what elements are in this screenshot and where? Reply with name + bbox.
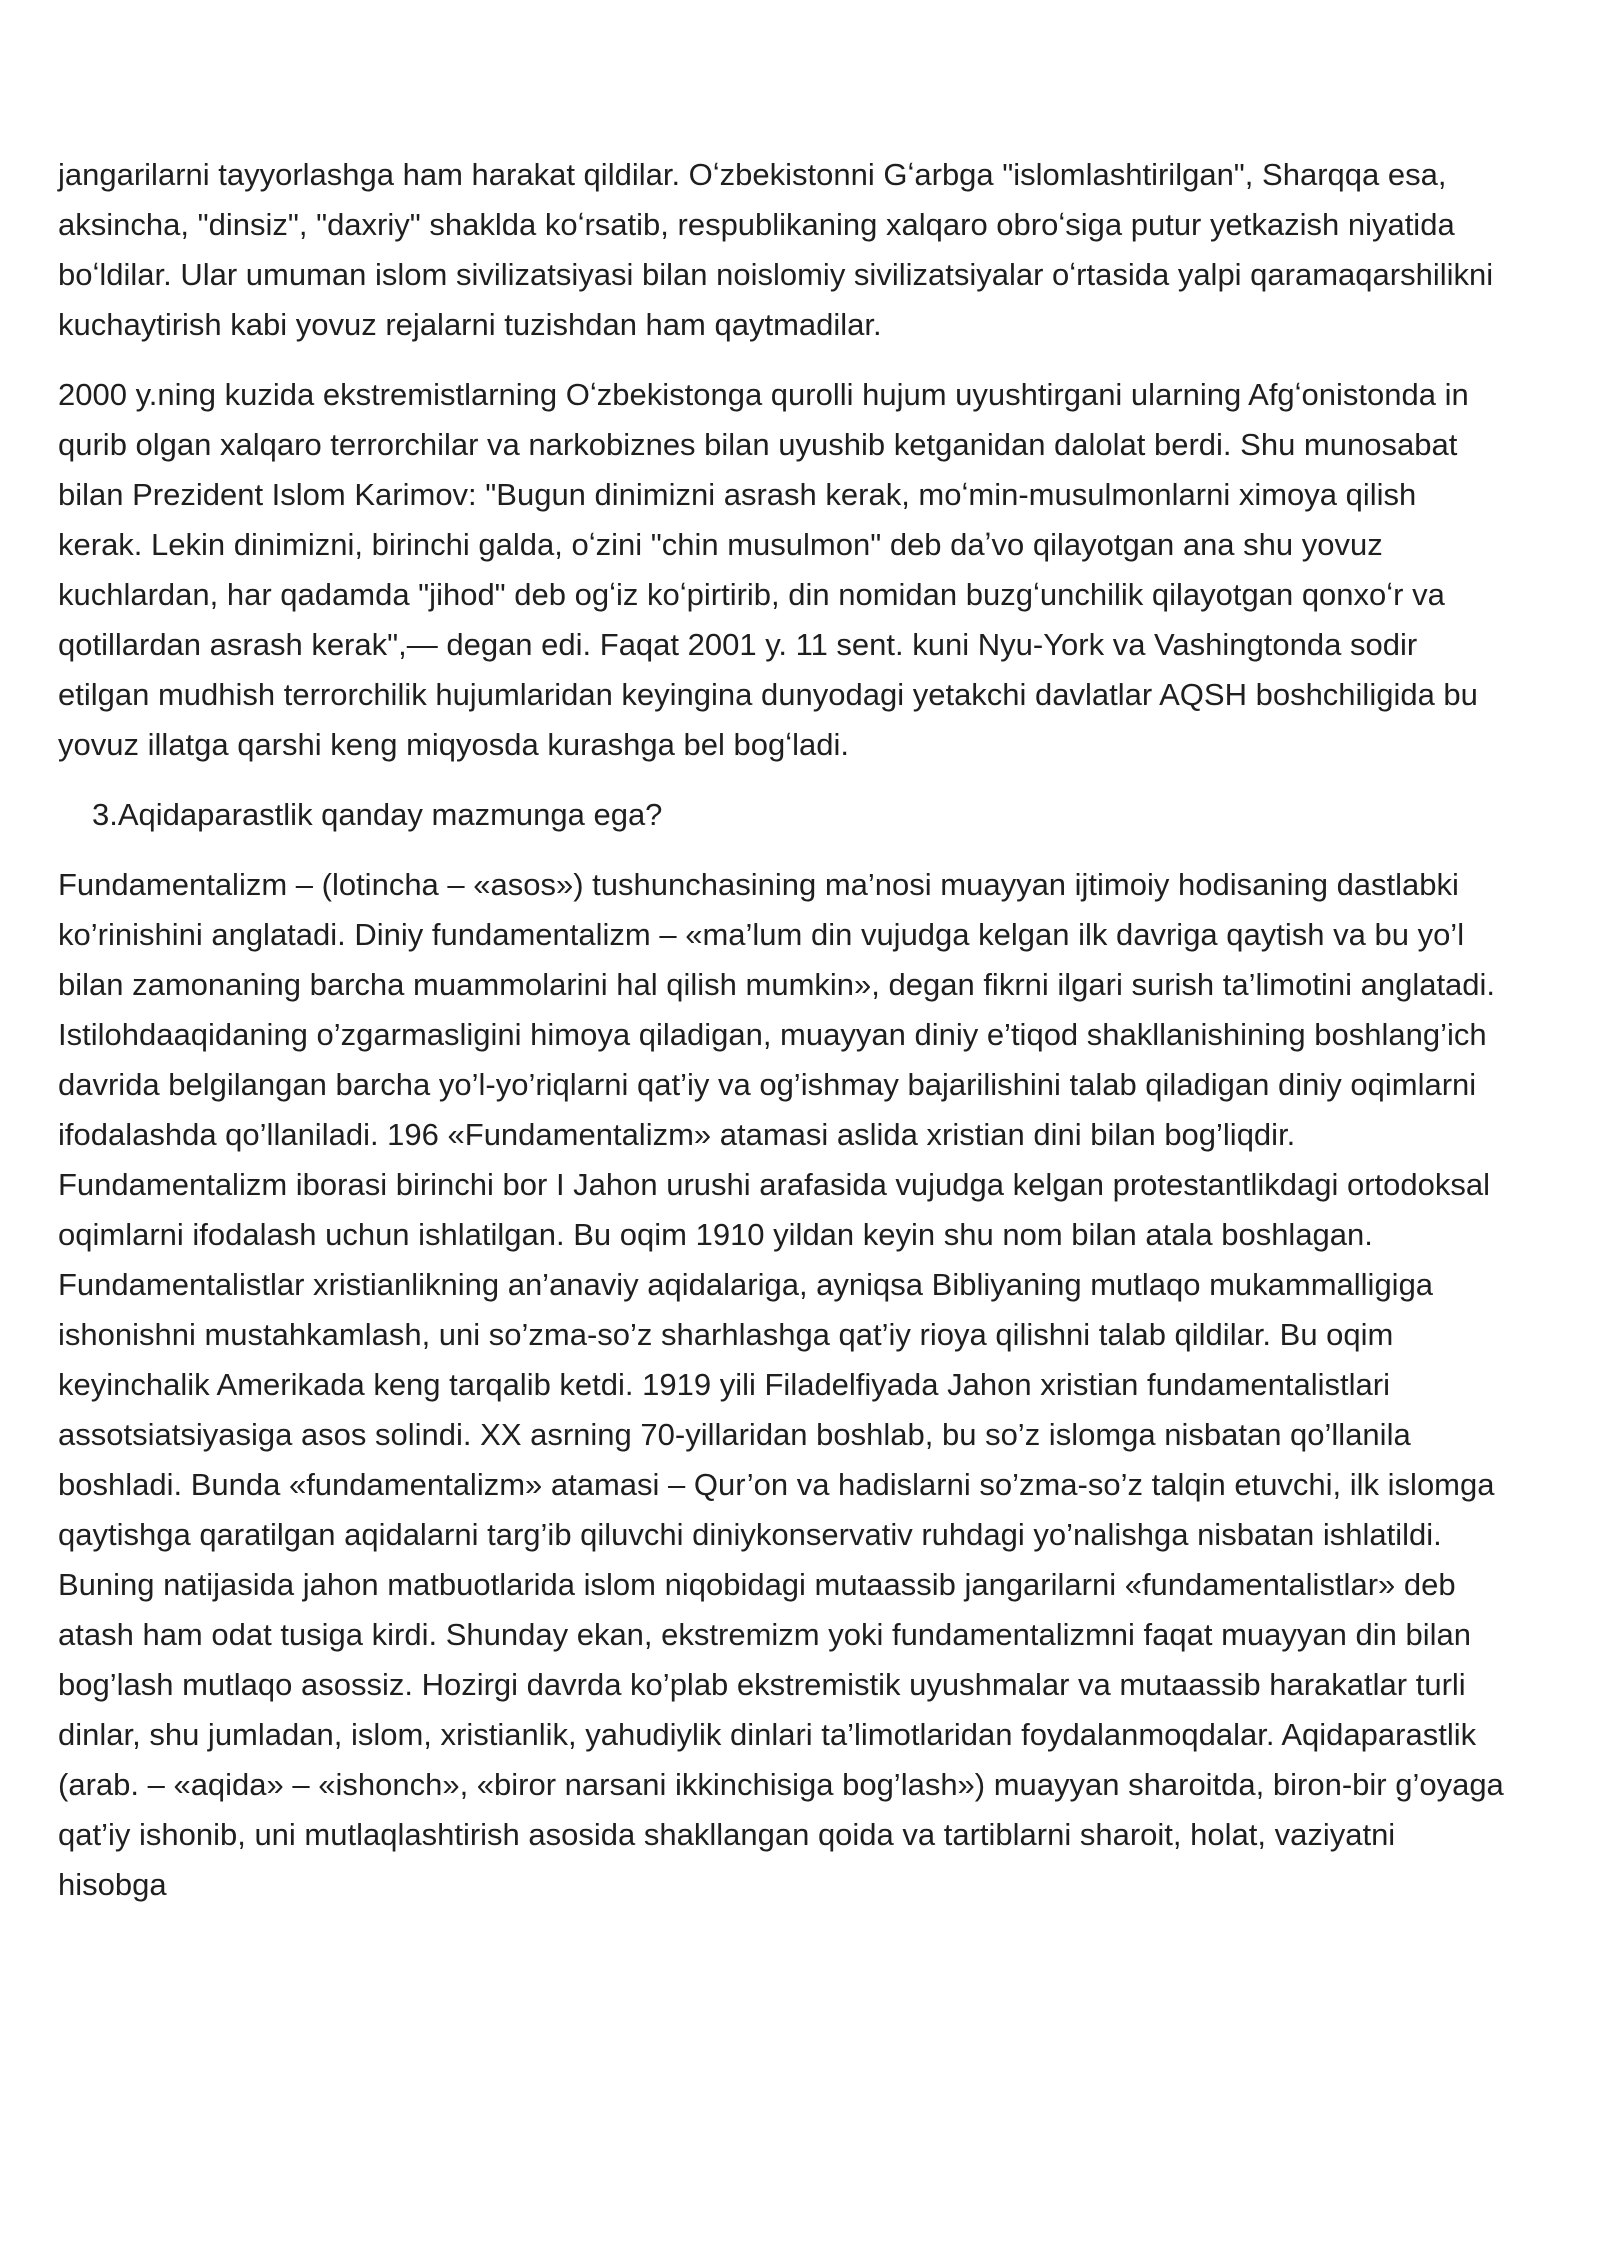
- document-page: [58, 150, 1508, 1910]
- section-heading: 3.Aqidaparastlik qanday mazmunga ega?: [92, 797, 663, 832]
- paragraph-extremists-plans: jangarilarni tayyorlashga ham harakat qildilar. Oʻzbekistonni Gʻarbga "islomlashtirilgan", Sharqqa esa, aksincha, "dinsiz", "daxriy" shaklda koʻrsatib, respublikaning xalqaro obroʻsiga putur yetkazish niyatida boʻldilar. Ular umuman islom sivilizatsiyasi bilan noislomiy sivilizatsiyalar oʻrtasida yalpi qaramaqarshilikni kuchaytirish kabi yovuz rejalarni tuzishdan ham qaytmadilar.: [58, 157, 1494, 342]
- paragraph-fundamentalism: Fundamentalizm – (lotincha – «asos») tushunchasining ma’nosi muayyan ijtimoiy hodisaning dastlabki ko’rinishini anglatadi. Diniy fundamentalizm – «ma’lum din vujudga kelgan ilk davriga qaytish va bu yo’l bilan zamonaning barcha muammolarini hal qilish mumkin», degan fikrni ilgari surish ta’limotini anglatadi. Istilohdaaqidaning o’zgarmasligini himoya qiladigan, muayyan diniy e’tiqod shakllanishining boshlang’ich davrida belgilangan barcha yo’l-yo’riqlarni qat’iy va og’ishmay bajarilishini talab qiladigan diniy oqimlarni ifodalashda qo’llaniladi. 196 «Fundamentalizm» atamasi aslida xristian dini bilan bog’liqdir. Fundamentalizm iborasi birinchi bor I Jahon urushi arafasida vujudga kelgan protestantlikdagi ortodoksal oqimlarni ifodalash uchun ishlatilgan. Bu oqim 1910 yildan keyin shu nom bilan atala boshlagan. Fundamentalistlar xristianlikning an’anaviy aqidalariga, ayniqsa Bibliyaning mutlaqo mukammalligiga ishonishni mustahkamlash, uni so’zma-so’z sharhlashga qat’iy rioya qilishni talab qildilar. Bu oqim keyinchalik Amerikada keng tarqalib ketdi. 1919 yili Filadelfiyada Jahon xristian fundamentalistlari assotsiatsiyasiga asos solindi. XX asrning 70-yillaridan boshlab, bu so’z islomga nisbatan qo’llanila boshladi. Bunda «fundamentalizm» atamasi – Qur’on va hadislarni so’zma-so’z talqin etuvchi, ilk islomga qaytishga qaratilgan aqidalarni targ’ib qiluvchi diniykonservativ ruhdagi yo’nalishga nisbatan ishlatildi. Buning natijasida jahon matbuotlarida islom niqobidagi mutaassib jangarilarni «fundamentalistlar» deb atash ham odat tusiga kirdi. Shunday ekan, ekstremizm yoki fundamentalizmni faqat muayyan din bilan bog’lash mutlaqo asossiz. Hozirgi davrda ko’plab ekstremistik uyushmalar va mutaassib harakatlar turli dinlar, shu jumladan, islom, xristianlik, yahudiylik dinlari ta’limotlaridan foydalanmoqdalar. Aqidaparastlik (arab. – «aqida» – «ishonch», «biror narsani ikkinchisiga bog’lash») muayyan sharoitda, biron-bir g’oyaga qat’iy ishonib, uni mutlaqlashtirish asosida shakllangan qoida va tartiblarni sharoit, holat, vaziyatni hisobga: [58, 867, 1504, 1902]
- paragraph-2000-attack: 2000 y.ning kuzida ekstremistlarning Oʻzbekistonga qurolli hujum uyushtirgani ularning Afgʻonistonda in qurib olgan xalqaro terrorchilar va narkobiznes bilan uyushib ketganidan dalolat berdi. Shu munosabat bilan Prezident Islom Karimov: "Bugun dinimizni asrash kerak, moʻmin-musulmonlarni ximoya qilish kerak. Lekin dinimizni, birinchi galda, oʻzini "chin musulmon" deb daʼvo qilayotgan ana shu yovuz kuchlardan, har qadamda "jihod" deb ogʻiz koʻpirtirib, din nomidan buzgʻunchilik qilayotgan qonxoʻr va qotillardan asrash kerak",— degan edi. Faqat 2001 y. 11 sent. kuni Nyu-York va Vashingtonda sodir etilgan mudhish terrorchilik hujumlaridan keyingina dunyodagi yetakchi davlatlar AQSH boshchiligida bu yovuz illatga qarshi keng miqyosda kurashga bel bogʻladi.: [58, 377, 1478, 762]
